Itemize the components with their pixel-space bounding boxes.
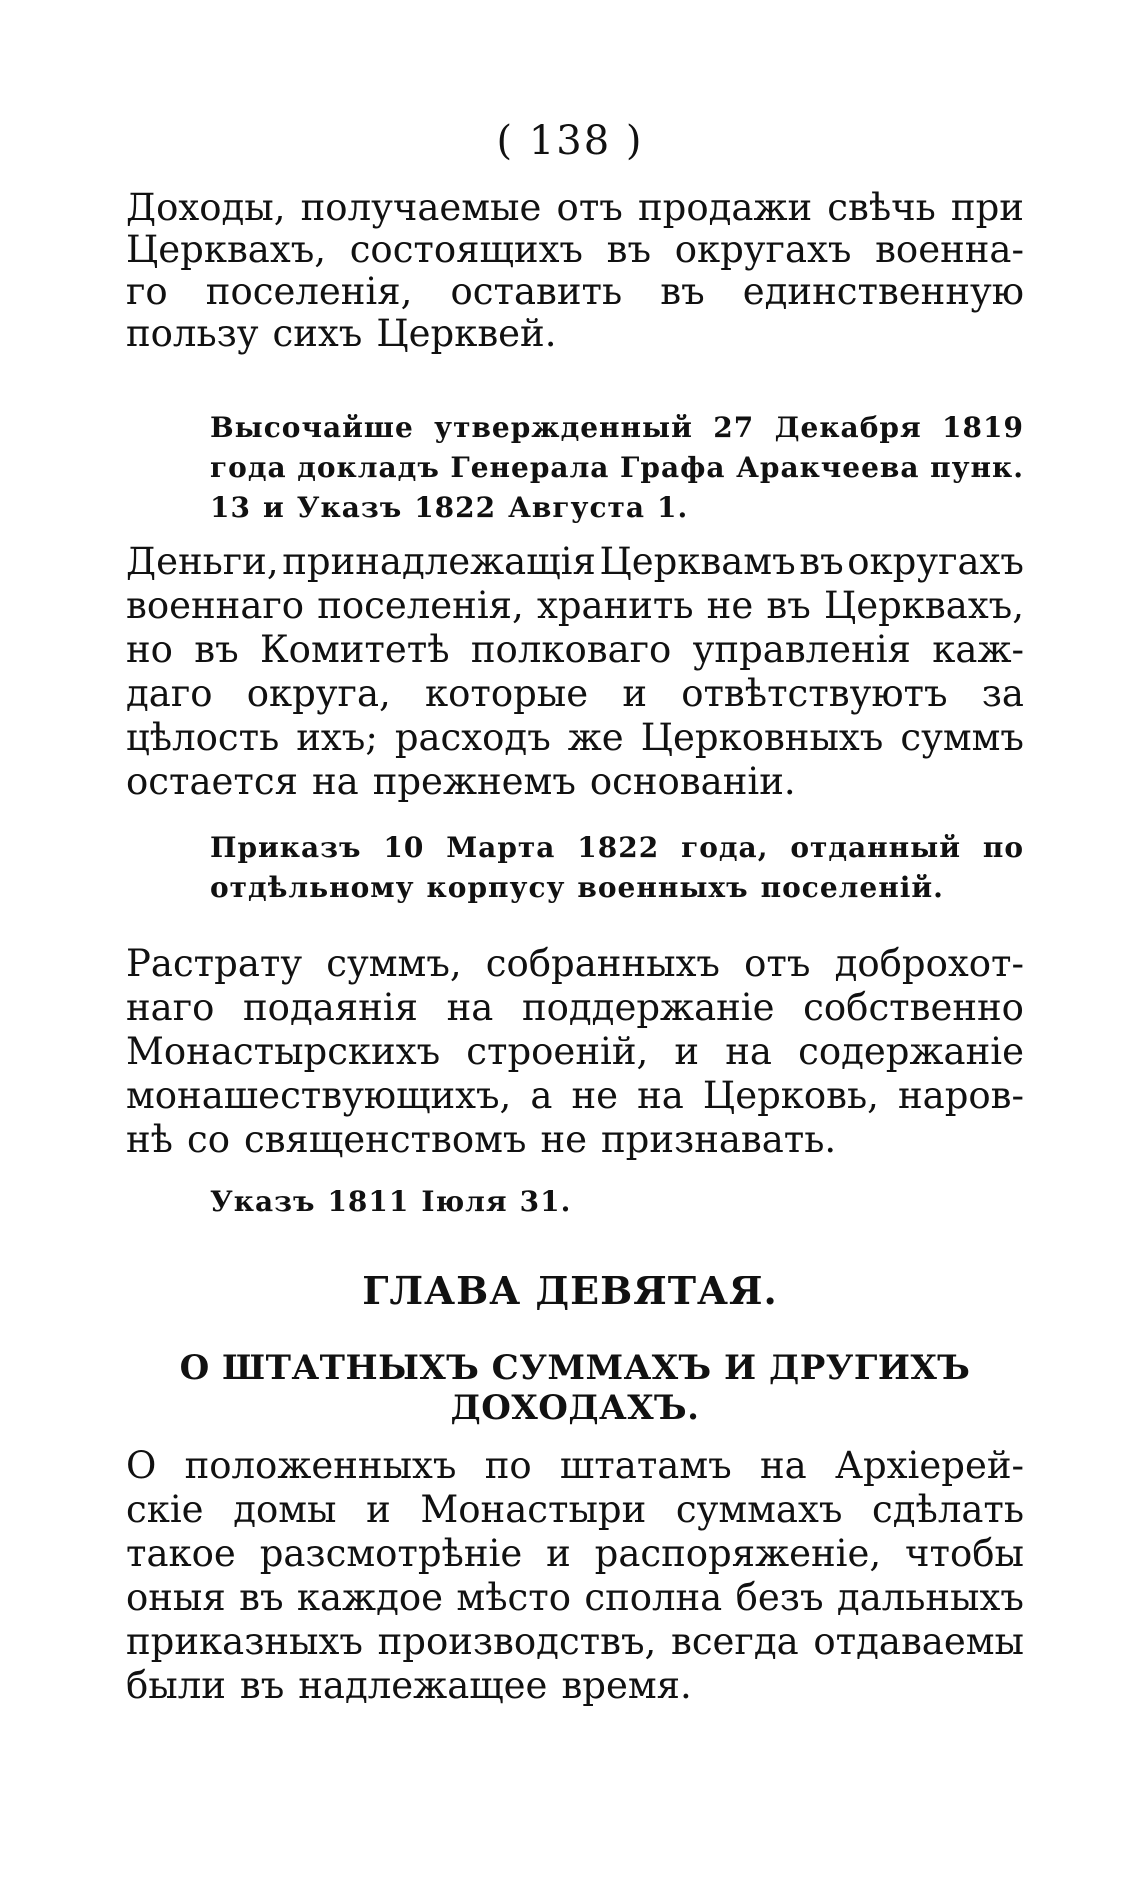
para2-line-6: остается на прежнемъ основаніи. (126, 760, 796, 803)
para2-line-4: даго округа, которые и отвѣтствуютъ за (126, 672, 1024, 715)
para1-line-3: го поселенія, оставить въ единственную (126, 270, 1024, 313)
para1-line-1: Доходы, получаемые отъ продажи свѣчь при (126, 186, 1024, 229)
para1-line-2: Церквахъ, состоящихъ въ округахъ военна- (126, 228, 1024, 271)
para4-line-3: такое разсмотрѣніе и распоряженіе, чтобы (126, 1532, 1024, 1575)
para2-line-1: Деньги, принадлежащія Церквамъ въ округахъ (126, 540, 1024, 583)
ref1-line-1: Высочайше утвержденный 27 Декабря 1819 (210, 411, 1024, 444)
para2-line-2: военнаго поселенія, хранить не въ Церквахъ, (126, 584, 1024, 627)
page-number: ( 138 ) (496, 118, 644, 164)
para4-line-2: скіе домы и Монастыри суммахъ сдѣлать (126, 1488, 1024, 1531)
ref2-line-1: Приказъ 10 Марта 1822 года, отданный по (210, 831, 1024, 864)
para3-line-2: наго подаянія на поддержаніе собственно (126, 986, 1024, 1029)
ref1-line-3: 13 и Указъ 1822 Августа 1. (210, 491, 689, 524)
para3-line-4: монашествующихъ, а не на Церковь, наров- (126, 1074, 1024, 1117)
ref3: Указъ 1811 Іюля 31. (210, 1185, 572, 1218)
para3-line-5: нѣ со священствомъ не признавать. (126, 1118, 837, 1161)
para3-line-1: Растрату суммъ, собранныхъ отъ доброхот- (126, 942, 1024, 985)
ref1-line-2: года докладъ Генерала Графа Аракчеева пунк. (210, 451, 1024, 484)
para4-line-5: приказныхъ производствъ, всегда отдаваемы (126, 1620, 1024, 1663)
para2-line-3: но въ Комитетѣ полковаго управленія каж- (126, 628, 1024, 671)
chapter-subtitle: О ШТАТНЫХЪ СУММАХЪ И ДРУГИХЪ ДОХОДАХЪ. (179, 1348, 971, 1428)
para4-line-4: оныя въ каждое мѣсто сполна безъ дальныхъ (126, 1576, 1024, 1619)
ref2-line-2: отдѣльному корпусу военныхъ поселеній. (210, 871, 944, 904)
para1-line-4: пользу сихъ Церквей. (126, 312, 557, 355)
para4-line-1: О положенныхъ по штатамъ на Архіерей- (126, 1444, 1024, 1487)
para4-line-6: были въ надлежащее время. (126, 1664, 692, 1707)
para2-line-5: цѣлость ихъ; расходъ же Церковныхъ суммъ (126, 716, 1024, 759)
chapter-title: ГЛАВА ДЕВЯТАЯ. (362, 1268, 778, 1313)
para3-line-3: Монастырскихъ строеній, и на содержаніе (126, 1030, 1024, 1073)
